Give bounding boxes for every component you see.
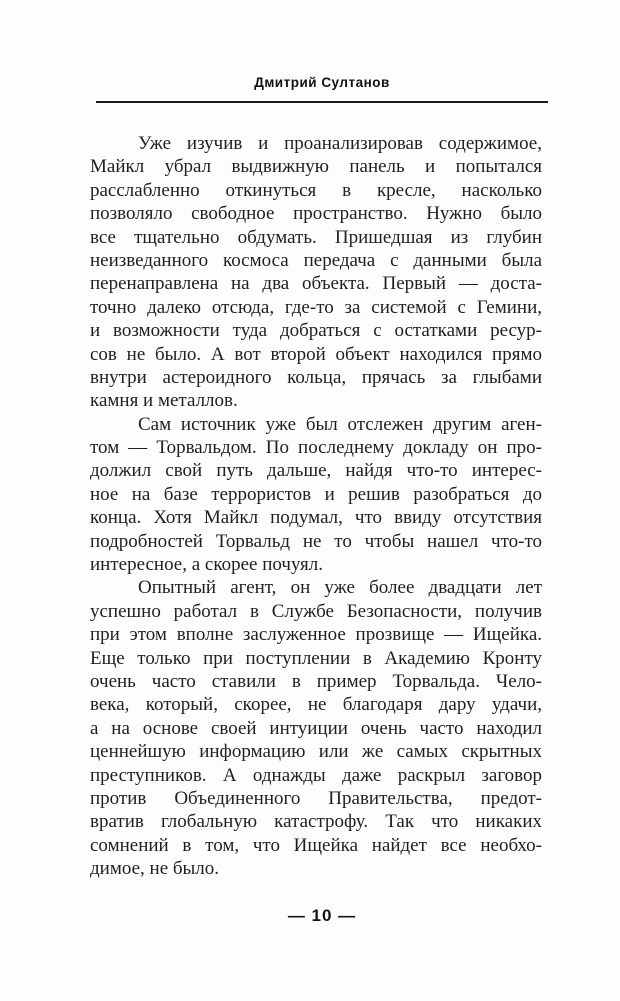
text-line: димое, не было. <box>90 858 220 880</box>
header-rule-divider <box>96 101 548 103</box>
text-line: конца. Хотя Майкл подумал, что ввиду отсутствия <box>90 507 542 529</box>
text-line: преступников. А однажды даже раскрыл заговор <box>90 764 542 786</box>
text-line: камня и металлов. <box>90 390 238 412</box>
text-line: должил свой путь дальше, найдя что-то интерес- <box>90 460 542 482</box>
text-line: том — Торвальдом. По последнему докладу он про- <box>90 437 542 459</box>
page-text-block <box>90 132 542 881</box>
text-line: сов не было. А вот второй объект находился прямо <box>90 343 542 365</box>
text-line: интересное, а скорее почуял. <box>90 554 323 576</box>
text-line: ное на базе террористов и решив разобраться до <box>90 483 542 505</box>
text-line: века, который, скорее, не благодаря дару удачи, <box>90 694 542 716</box>
text-line: очень часто ставили в пример Торвальда. Чело- <box>90 670 542 692</box>
page-footer <box>96 906 548 926</box>
text-line: вратив глобальную катастрофу. Так что никаких <box>90 811 542 833</box>
text-line: а на основе своей интуиции очень часто находил <box>90 717 542 739</box>
text-line: против Объединенного Правительства, предот- <box>90 787 542 809</box>
running-header-author: Дмитрий Султанов <box>254 75 390 90</box>
text-line: все тщательно обдумать. Пришедшая из глубин <box>90 226 542 248</box>
text-line: неизведанного космоса передача с данными была <box>90 249 542 271</box>
text-line: подробностей Торвальд не то чтобы нашел что-то <box>90 530 542 552</box>
text-line: и возможности туда добраться с остатками ресур- <box>90 320 542 342</box>
text-line: ценнейшую информацию или же самых скрытных <box>90 741 542 763</box>
text-line: позволяло свободное пространство. Нужно было <box>90 203 542 225</box>
page-number: — 10 — <box>287 906 357 925</box>
text-line: перенаправлена на два объекта. Первый — доста- <box>90 273 542 295</box>
text-line: Уже изучив и проанализировав содержимое, <box>138 133 542 154</box>
text-line: Опытный агент, он уже более двадцати лет <box>138 577 542 599</box>
text-line: Еще только при поступлении в Академию Кронту <box>90 647 542 669</box>
text-line: сомнений в том, что Ищейка найдет все необхо- <box>90 834 542 856</box>
text-line: внутри астероидного кольца, прячась за глыбами <box>90 366 542 388</box>
text-line: успешно работал в Службе Безопасности, получив <box>90 600 542 622</box>
text-line: при этом вполне заслуженное прозвище — Ищейка. <box>90 624 542 646</box>
text-line: Сам источник уже был отслежен другим аген- <box>138 413 542 435</box>
text-line: точно далеко отсюда, где-то за системой с Гемини, <box>90 296 542 318</box>
text-line: Майкл убрал выдвижную панель и попытался <box>90 156 542 178</box>
text-line: расслабленно откинуться в кресле, насколько <box>90 179 542 201</box>
